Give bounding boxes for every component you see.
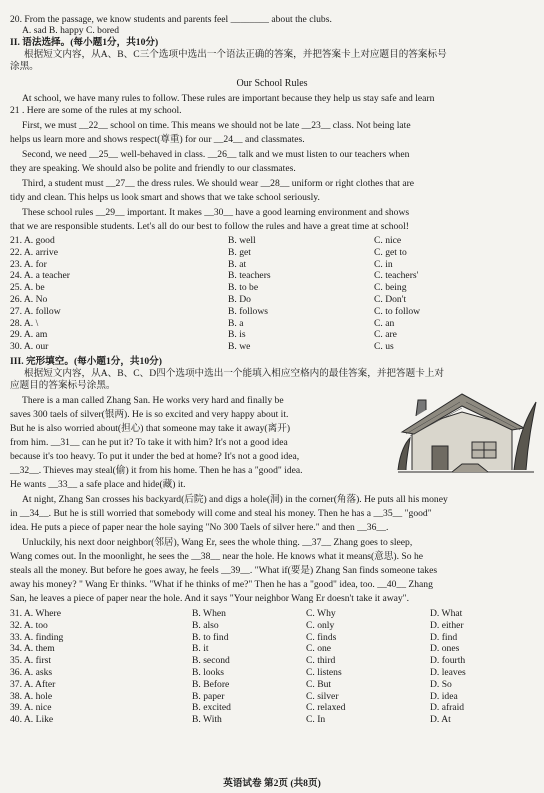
cloze-option: D. idea (430, 690, 458, 702)
grammar-option: 28. A. \ (10, 317, 39, 329)
grammar-option: B. well (228, 235, 256, 246)
grammar-option: C. being (374, 282, 407, 294)
cloze-option: D. So (430, 678, 452, 690)
section-2-heading: II. 语法选择。(每小题1分，共10分) (10, 37, 159, 48)
cloze-option: 33. A. finding (10, 631, 64, 643)
grammar-option: B. at (228, 258, 247, 270)
story-line: He wants __33__ a safe place and hide(藏) it. (10, 479, 186, 490)
story-line: There is a man called Zhang San. He works very hard and finally be (22, 395, 284, 406)
cloze-option: 36. A. asks (10, 666, 53, 678)
story-line: Unluckily, his next door neighbor(邻居), Wang Er, sees the whole thing. __37__ Zhang goes to sleep, (22, 537, 413, 548)
story-line: San, he leaves a piece of paper near the hole. And it says "Your neighbor Wang Er doesn't take it away". (10, 593, 410, 604)
cloze-option: C. listens (306, 666, 342, 678)
cloze-option: B. second (192, 655, 230, 667)
story-line: steals all the money. But before he goes away, he feels __39__. "What if(要是) Zhang San finds someone takes (10, 565, 438, 576)
grammar-option: 26. A. No (10, 293, 48, 305)
grammar-option: 23. A. for (10, 258, 47, 270)
cloze-option: D. leaves (430, 666, 466, 678)
grammar-option: C. Don't (374, 293, 407, 305)
question-20: 20. From the passage, we know students and parents feel ________ about the clubs. (10, 14, 332, 25)
cloze-option: B. it (192, 643, 209, 655)
passage-line: helps us learn more and shows respect(尊重) for our __24__ and classmates. (10, 134, 305, 145)
cloze-option: D. ones (430, 643, 460, 655)
grammar-option: C. nice (374, 235, 402, 246)
cloze-option: B. also (192, 619, 219, 631)
grammar-option: B. is (228, 329, 246, 341)
cloze-options-c (306, 608, 345, 726)
grammar-option: C. to follow (374, 305, 421, 317)
passage-line: These school rules __29__ important. It makes __30__ have a good learning environment and shows (22, 207, 410, 218)
cloze-options-b (192, 608, 231, 726)
cloze-option: B. When (192, 608, 226, 619)
grammar-option: C. teachers' (374, 270, 419, 282)
story-line: __32__. Thieves may steal(偷) it from his home. Then he has a "good" idea. (10, 465, 303, 476)
cloze-option: 40. A. Like (10, 714, 54, 726)
passage-line: First, we must __22__ school on time. This means we should not be late __23__ class. Not being late (22, 120, 411, 131)
story-line: saves 300 taels of silver(银两). He is so excited and very happy about it. (10, 409, 289, 420)
grammar-option: C. us (374, 341, 394, 353)
story-line: from him. __31__ can he put it? To take it with him? It's not a good idea (10, 437, 288, 448)
cloze-option: 37. A. After (10, 678, 56, 690)
cottage-illustration (392, 372, 540, 480)
cloze-option: 39. A. nice (10, 702, 52, 714)
grammar-option: 21. A. good (10, 235, 55, 246)
cloze-option: B. paper (192, 690, 225, 702)
cloze-option: C. third (306, 655, 336, 667)
cloze-option: B. Before (192, 678, 230, 690)
cloze-option: 38. A. hole (10, 690, 53, 702)
grammar-option: B. get (228, 246, 251, 258)
cloze-option: B. With (192, 714, 222, 726)
grammar-option: 30. A. our (10, 341, 49, 353)
cloze-option: 32. A. too (10, 619, 48, 631)
grammar-option: B. Do (228, 293, 251, 305)
story-line: away his money? " Wang Er thinks. "What if he thinks of me?" Then he has a "good" idea, too. __40__ Zhang (10, 579, 433, 590)
grammar-option: 29. A. am (10, 329, 48, 341)
passage-line: tidy and clean. This helps us look smart and shows that we take school seriously. (10, 192, 320, 203)
passage-title: Our School Rules (236, 78, 308, 89)
section-3-instructions-cont: 应题目的答案标号涂黑。 (10, 380, 116, 391)
cloze-option: D. What (430, 608, 463, 619)
grammar-option: B. teachers (228, 270, 271, 282)
passage-line: Third, a student must __27__ the dress rules. We should wear __28__ uniform or right clothes that are (22, 178, 415, 189)
passage-line: that we are responsible students. Let's all do our best to follow the rules and have a great time at school! (10, 221, 409, 232)
cloze-option: B. excited (192, 702, 231, 714)
cloze-option: B. looks (192, 666, 224, 678)
story-line: At night, Zhang San crosses his backyard(后院) and digs a hole(洞) in the corner(角落). He puts all his money (22, 494, 448, 505)
cloze-option: D. afraid (430, 702, 465, 714)
section-2-instructions-cont: 涂黑。 (10, 61, 39, 72)
grammar-option: B. to be (228, 282, 259, 294)
grammar-option: B. we (228, 341, 251, 353)
cloze-option: 31. A. Where (10, 608, 61, 619)
passage-line: 21 . Here are some of the rules at my school. (10, 105, 182, 116)
section-2-instructions: 根据短文内容，从A、B、C三个选项中选出一个语法正确的答案，并把答案卡上对应题目的答案标号 (24, 49, 447, 60)
cloze-option: C. finds (306, 631, 337, 643)
section-3-instructions: 根据短文内容，从A、B、C、D四个选项中选出一个能填入相应空格内的最佳答案，并把答题卡上对 (24, 368, 444, 379)
cloze-option: D. fourth (430, 655, 466, 667)
cloze-option: C. But (306, 678, 332, 690)
story-line: because it's too heavy. To put it under the bed at home? It's not a good idea, (10, 451, 300, 462)
grammar-option: 22. A. arrive (10, 246, 58, 258)
story-line: idea. He puts a piece of paper near the hole saying "No 300 Taels of silver here." and then __36__. (10, 522, 389, 533)
question-20-options: A. sad B. happy C. bored (22, 25, 119, 36)
cloze-option: C. relaxed (306, 702, 346, 714)
grammar-option: 24. A. a teacher (10, 270, 70, 282)
cloze-option: B. to find (192, 631, 229, 643)
cloze-option: C. only (306, 619, 335, 631)
cloze-options-d (430, 608, 466, 726)
grammar-options-c (374, 235, 420, 353)
cloze-option: 35. A. first (10, 655, 52, 667)
passage-line: they are speaking. We should also be polite and friendly to our classmates. (10, 163, 296, 174)
grammar-option: C. are (374, 329, 397, 341)
cloze-option: C. one (306, 643, 332, 655)
cloze-option: D. either (430, 619, 464, 631)
section-3-heading: III. 完形填空。(每小题1分，共10分) (10, 356, 162, 367)
cloze-option: C. In (306, 714, 326, 726)
cloze-option: C. silver (306, 690, 339, 702)
grammar-option: 25. A. be (10, 282, 45, 294)
grammar-option: 27. A. follow (10, 305, 61, 317)
grammar-options-a (10, 235, 70, 353)
cloze-options-a (10, 608, 63, 726)
cloze-option: C. Why (306, 608, 336, 619)
story-line: But he is also worried about(担心) that someone may take it away(离开) (10, 423, 291, 434)
page-footer: 英语试卷 第2页 (共8页) (223, 778, 321, 789)
story-line: in __34__. But he is still worried that somebody will come and steal his money. Then he has a __35__ "good" (10, 508, 432, 519)
grammar-option: B. follows (228, 305, 268, 317)
grammar-options-b (228, 235, 271, 353)
cloze-option: 34. A. them (10, 643, 55, 655)
cloze-option: D. At (430, 714, 451, 726)
grammar-option: C. in (374, 258, 393, 270)
passage-line: At school, we have many rules to follow. These rules are important because they help us stay safe and learn (22, 93, 435, 104)
grammar-option: B. a (228, 317, 244, 329)
cloze-option: D. find (430, 631, 458, 643)
grammar-option: C. get to (374, 246, 407, 258)
story-line: Wang comes out. In the moonlight, he sees the __38__ near the hole. He knows what it means(意思). So he (10, 551, 424, 562)
grammar-option: C. an (374, 317, 395, 329)
passage-line: Second, we need __25__ well-behaved in class. __26__ talk and we must listen to our teachers when (22, 149, 410, 160)
